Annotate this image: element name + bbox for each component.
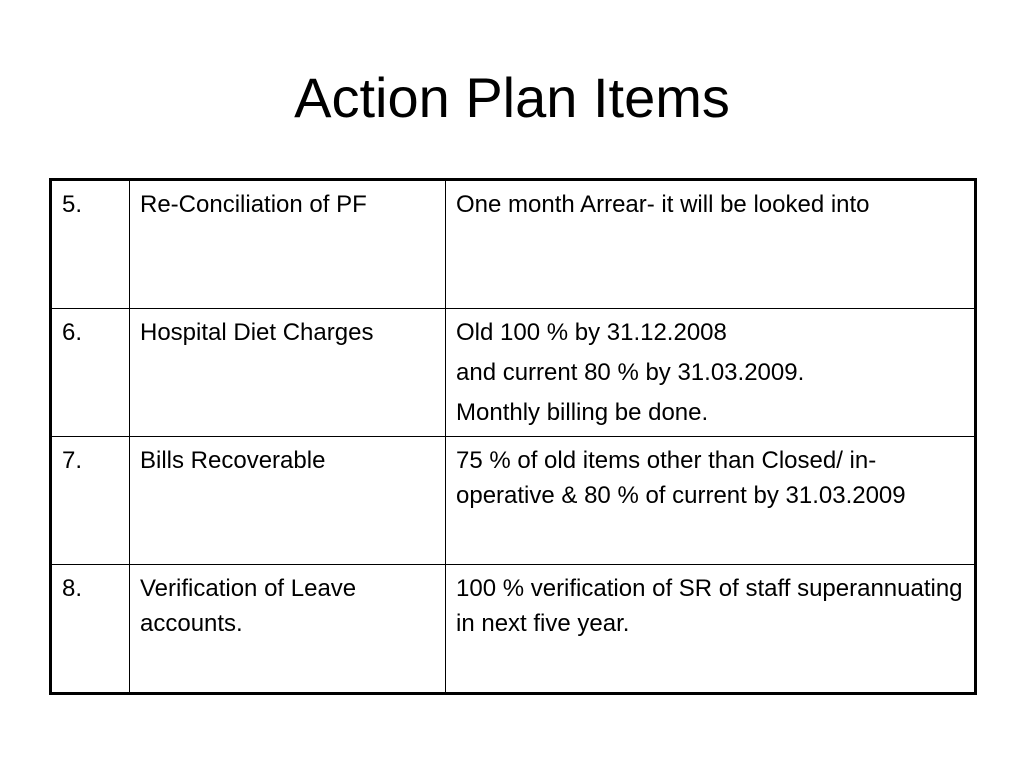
table-row [51, 180, 976, 309]
item-action-cell [446, 309, 976, 437]
item-name-cell: Re-Conciliation of PF [130, 180, 446, 309]
item-action-cell [446, 180, 976, 309]
table-row [51, 437, 976, 565]
item-action-cell [446, 565, 976, 694]
action-line: 100 % verification of SR of staff superannuating in next five year. [456, 575, 963, 637]
action-line: and current 80 % by 31.03.2009. [456, 359, 805, 386]
table-row [51, 309, 976, 437]
item-number-cell: 7. [51, 437, 130, 565]
table-row [51, 565, 976, 694]
slide-title: Action Plan Items [294, 66, 730, 129]
item-name-cell: Hospital Diet Charges [130, 309, 446, 437]
action-line: One month Arrear- it will be looked into [456, 191, 870, 218]
action-plan-table [49, 178, 977, 695]
action-line: Old 100 % by 31.12.2008 [456, 319, 727, 346]
item-number-cell: 5. [51, 180, 130, 309]
item-name-cell: Bills Recoverable [130, 437, 446, 565]
item-number-cell: 6. [51, 309, 130, 437]
action-line: 75 % of old items other than Closed/ in-operative & 80 % of current by 31.03.2009 [456, 447, 906, 509]
action-line: Monthly billing be done. [456, 399, 709, 426]
item-action-cell [446, 437, 976, 565]
item-number-cell: 8. [51, 565, 130, 694]
item-name-cell: Verification of Leave accounts. [130, 565, 446, 694]
